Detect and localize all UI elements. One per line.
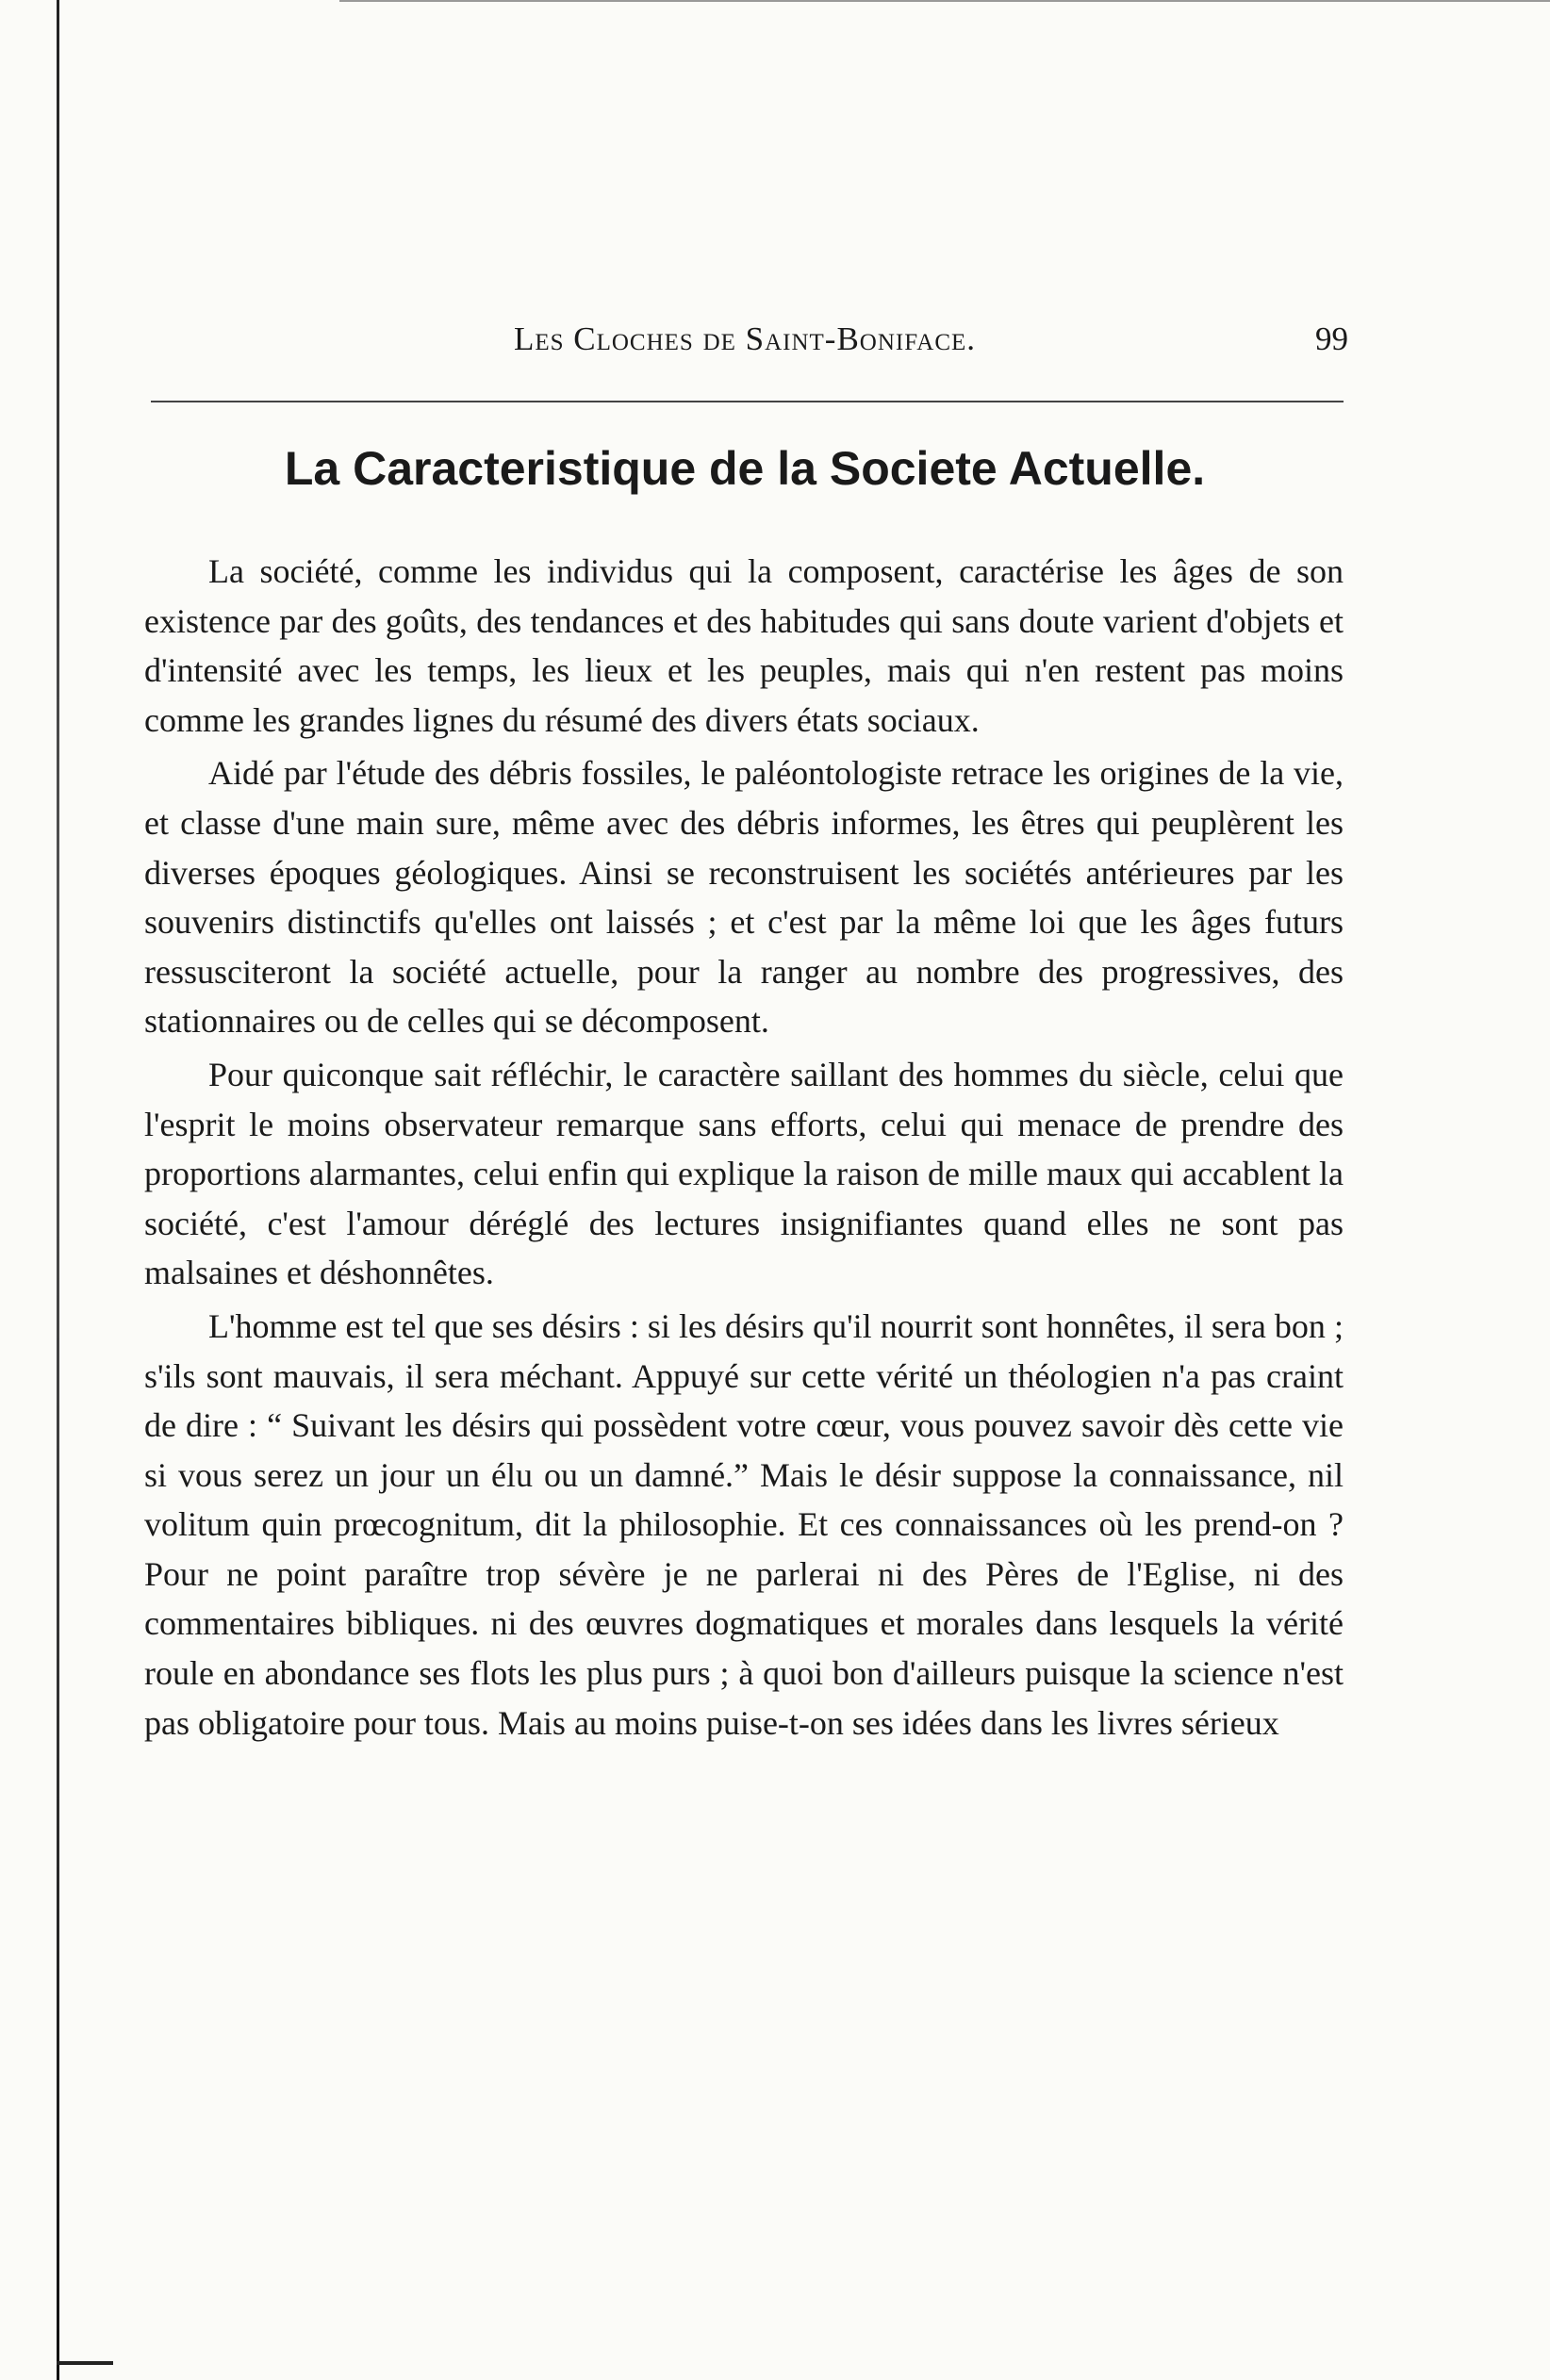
paragraph: La société, comme les individus qui la composent, caractérise les âges de son existence par des goûts, des tendances et des habitudes qui sans doute varient d'objets et d'intensité avec les temps, les lieux et les peuples, mais qui n'en restent pas moins comme les grandes lignes du résumé des divers états sociaux.	[144, 552, 1344, 739]
binding-corner	[57, 2361, 113, 2365]
header-rule	[151, 401, 1344, 402]
page-number: 99	[1315, 320, 1348, 357]
body-text	[144, 547, 1344, 1751]
binding-edge	[57, 0, 59, 2380]
paragraph: Aidé par l'étude des débris fossiles, le paléontologiste retrace les origines de la vie, et classe d'une main sure, même avec des débris informes, les êtres qui peuplèrent les diverses époques géologiques. Ainsi se reconstruisent les sociétés antérieures par les souvenirs distinctifs qu'elles ont laissés ; et c'est par la même loi que les âges futurs ressusciteront la société actuelle, pour la ranger au nombre des progressives, des stationnaires ou de celles qui se décomposent.	[144, 754, 1344, 1041]
paragraph: Pour quiconque sait réfléchir, le caractère saillant des hommes du siècle, celui que l'esprit le moins observateur remarque sans efforts, celui qui menace de prendre des proportions alarmantes, celui enfin qui explique la raison de mille maux qui accablent la société, c'est l'amour déréglé des lectures insignifiantes quand elles ne sont pas malsaines et déshonnêtes.	[144, 1055, 1344, 1292]
running-head	[141, 320, 1348, 368]
chapter-title: La Caracteristique de la Societe Actuelle.	[284, 442, 1206, 495]
paragraph: L'homme est tel que ses désirs : si les désirs qu'il nourrit sont honnêtes, il sera bon ; s'ils sont mauvais, il sera méchant. Appuyé sur cette vérité un théologien n'a pas craint de dire : “ Suivant les désirs qui possèdent votre cœur, vous pouvez savoir dès cette vie si vous serez un jour un élu ou un damné.” Mais le désir suppose la connaissance, nil volitum quin prœcognitum, dit la philosophie. Et ces connaissances où les prend-on ? Pour ne point paraître trop sévère je ne parlerai ni des Pères de l'Eglise, ni des commentaires bibliques. ni des œuvres dogmatiques et morales dans lesquels la vérité roule en abondance ses flots les plus purs ; à quoi bon d'ailleurs puisque la science n'est pas obligatoire pour tous. Mais au moins puise-t-on ses idées dans les livres sérieux	[144, 1306, 1344, 1742]
running-head-title: Les Cloches de Saint-Boniface.	[513, 320, 977, 357]
scan-top-edge	[339, 0, 1550, 2]
